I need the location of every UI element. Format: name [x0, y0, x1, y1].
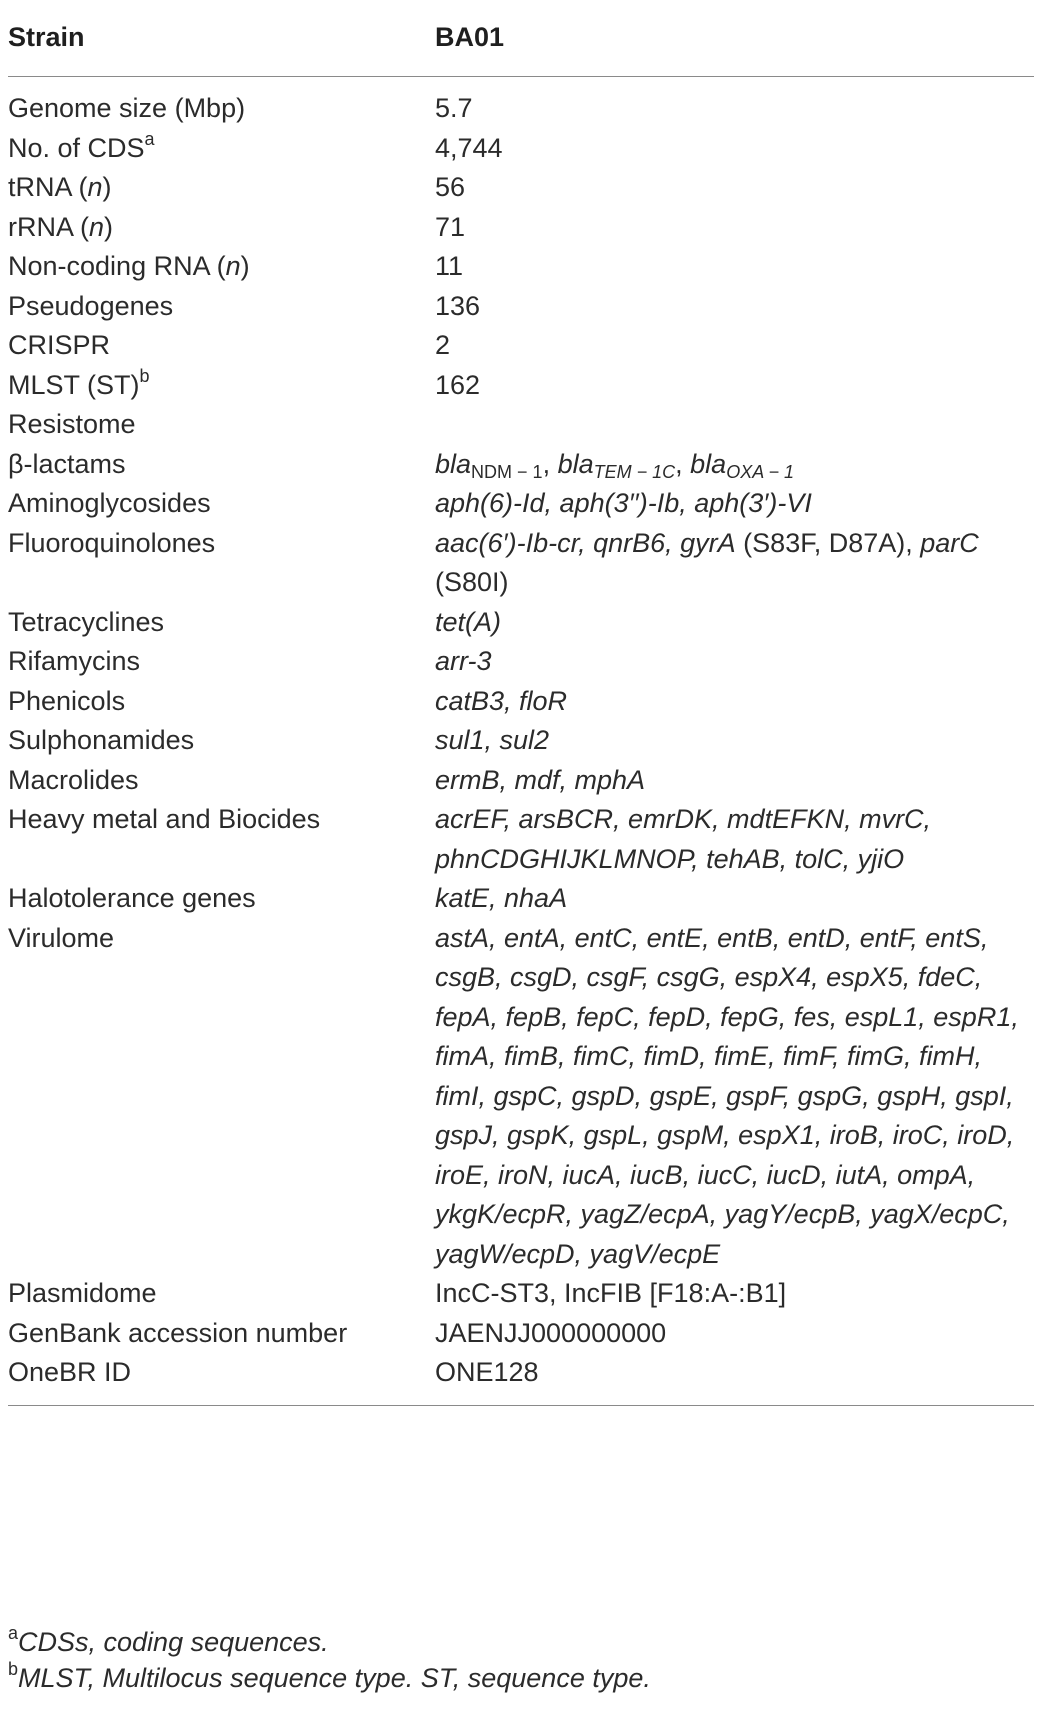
row-value: acrEF, arsBCR, emrDK, mdtEFKN, mvrC, phnCDGHIJKLMNOP, tehAB, tolC, yjiO	[435, 804, 932, 874]
row-value: 5.7	[435, 93, 473, 123]
label-text: )	[240, 251, 250, 281]
footnote-text: CDSs, coding sequences.	[18, 1627, 329, 1657]
row-label	[8, 129, 435, 169]
row-value-empty	[435, 405, 1034, 445]
footnote-mark: b	[8, 1659, 19, 1679]
footnote-mark: b	[139, 365, 150, 386]
row-label	[8, 366, 435, 406]
separator: ,	[542, 448, 558, 479]
table-row	[8, 405, 1034, 445]
row-value: 11	[435, 251, 464, 281]
separator: ,	[675, 448, 691, 479]
row-value: tet(A)	[435, 606, 502, 637]
label-text: rRNA (	[8, 211, 89, 242]
gene-list: aac(6′)-Ib-cr, qnrB6, gyrA	[435, 527, 736, 558]
label-text: MLST (ST)	[8, 369, 140, 400]
label-text: )	[104, 211, 114, 242]
label-n: n	[225, 251, 241, 281]
row-label: Macrolides	[8, 764, 139, 795]
row-value: aph(6)-Id, aph(3′′)-Ib, aph(3′)-VI	[435, 488, 812, 518]
row-value: 71	[435, 211, 466, 242]
row-value: IncC-ST3, IncFIB [F18:A-:B1]	[435, 1278, 787, 1308]
row-value: JAENJJ000000000	[435, 1317, 667, 1348]
mutation-list: (S80I)	[435, 567, 509, 597]
table-row	[8, 1353, 1034, 1405]
gene-subscript: NDM − 1	[471, 461, 543, 482]
table-row	[8, 168, 1034, 208]
footnote-a	[8, 1624, 1028, 1660]
header-strain: Strain	[8, 22, 85, 52]
row-label: GenBank accession number	[8, 1317, 348, 1348]
table-row	[8, 603, 1034, 643]
table-row	[8, 721, 1034, 761]
row-value: 4,744	[435, 132, 503, 163]
row-value: ermB, mdf, mphA	[435, 764, 646, 795]
row-label: Resistome	[8, 409, 136, 439]
table-row	[8, 287, 1034, 327]
footnote-mark: a	[144, 128, 155, 149]
label-text: tRNA (	[8, 172, 88, 202]
genome-features-table	[8, 10, 1034, 1406]
row-value: catB3, floR	[435, 685, 568, 716]
row-label: OneBR ID	[8, 1357, 132, 1387]
row-label: Sulphonamides	[8, 725, 195, 755]
row-label: Fluoroquinolones	[8, 527, 216, 558]
footnote-text: MLST, Multilocus sequence type. ST, sequence type.	[18, 1663, 651, 1693]
gene-subscript: OXA − 1	[726, 461, 795, 482]
label-text: No. of CDS	[8, 132, 145, 163]
row-label: Phenicols	[8, 685, 126, 716]
row-value: 162	[435, 369, 481, 400]
row-label: Pseudogenes	[8, 290, 174, 321]
row-label: Tetracyclines	[8, 606, 165, 637]
row-value: 56	[435, 172, 466, 202]
table-row	[8, 366, 1034, 406]
label-text: Non-coding RNA (	[8, 251, 226, 281]
gene-subscript: TEM − 1C	[593, 461, 676, 482]
label-text: )	[102, 172, 112, 202]
row-label: CRISPR	[8, 330, 111, 360]
row-value: 136	[435, 290, 481, 321]
table-row	[8, 77, 1034, 129]
table-row	[8, 1314, 1034, 1354]
row-value: astA, entA, entC, entE, entB, entD, entF, entS, csgB, csgD, csgF, csgG, espX4, espX5, fdeC, fepA, fepB, fepC, fepD, fepG, fes, espL1, espR1, fimA, fimB, fimC, fimD, fimE, fimF, fimG, fimH, fimI, gspC, gspD, gspE, gspF, gspG, gspH, gspI, gspJ, gspK, gspL, gspM, espX1, iroB, iroC, iroD, iroE, iroN, iucA, iucB, iucC, iucD, iutA, ompA, ykgK/ecpR, yagZ/ecpA, yagY/ecpB, yagX/ecpC, yagW/ecpD, yagV/ecpE	[435, 922, 1019, 1269]
table-row	[8, 208, 1034, 248]
footnote-b	[8, 1660, 1028, 1696]
table-row	[8, 919, 1034, 1275]
table-row	[8, 326, 1034, 366]
table-row	[8, 445, 1034, 485]
row-value: arr-3	[435, 646, 492, 676]
gene-name: bla	[557, 448, 594, 479]
row-value: sul1, sul2	[435, 725, 550, 755]
header-row	[8, 10, 1034, 77]
row-label: Virulome	[8, 922, 115, 953]
header-ba01: BA01	[435, 22, 505, 52]
table-row	[8, 1274, 1034, 1314]
row-value	[435, 524, 1034, 603]
row-value: 2	[435, 330, 451, 360]
row-label: Aminoglycosides	[8, 488, 211, 518]
table-row	[8, 484, 1034, 524]
row-label: Plasmidome	[8, 1278, 157, 1308]
row-label	[8, 247, 435, 287]
row-value	[435, 445, 1034, 485]
gene-list: parC	[920, 527, 979, 558]
gene-name: bla	[690, 448, 727, 479]
row-label: Rifamycins	[8, 646, 141, 676]
table-row	[8, 642, 1034, 682]
table-row	[8, 761, 1034, 801]
footnote-mark: a	[8, 1623, 19, 1643]
row-label: β-lactams	[8, 448, 126, 479]
label-n: n	[89, 211, 105, 242]
row-label	[8, 208, 435, 248]
row-value: katE, nhaA	[435, 883, 568, 913]
table-row	[8, 524, 1034, 603]
table-row	[8, 129, 1034, 169]
row-label: Genome size (Mbp)	[8, 93, 246, 123]
row-label: Halotolerance genes	[8, 883, 256, 913]
mutation-list: (S83F, D87A),	[735, 527, 921, 558]
table-footnotes	[8, 1624, 1028, 1696]
table-row	[8, 682, 1034, 722]
table-row	[8, 879, 1034, 919]
row-label	[8, 168, 435, 208]
gene-name: bla	[435, 448, 472, 479]
table-row	[8, 800, 1034, 879]
row-value: ONE128	[435, 1357, 539, 1387]
table-row	[8, 247, 1034, 287]
label-n: n	[87, 172, 103, 202]
row-label: Heavy metal and Biocides	[8, 804, 321, 834]
